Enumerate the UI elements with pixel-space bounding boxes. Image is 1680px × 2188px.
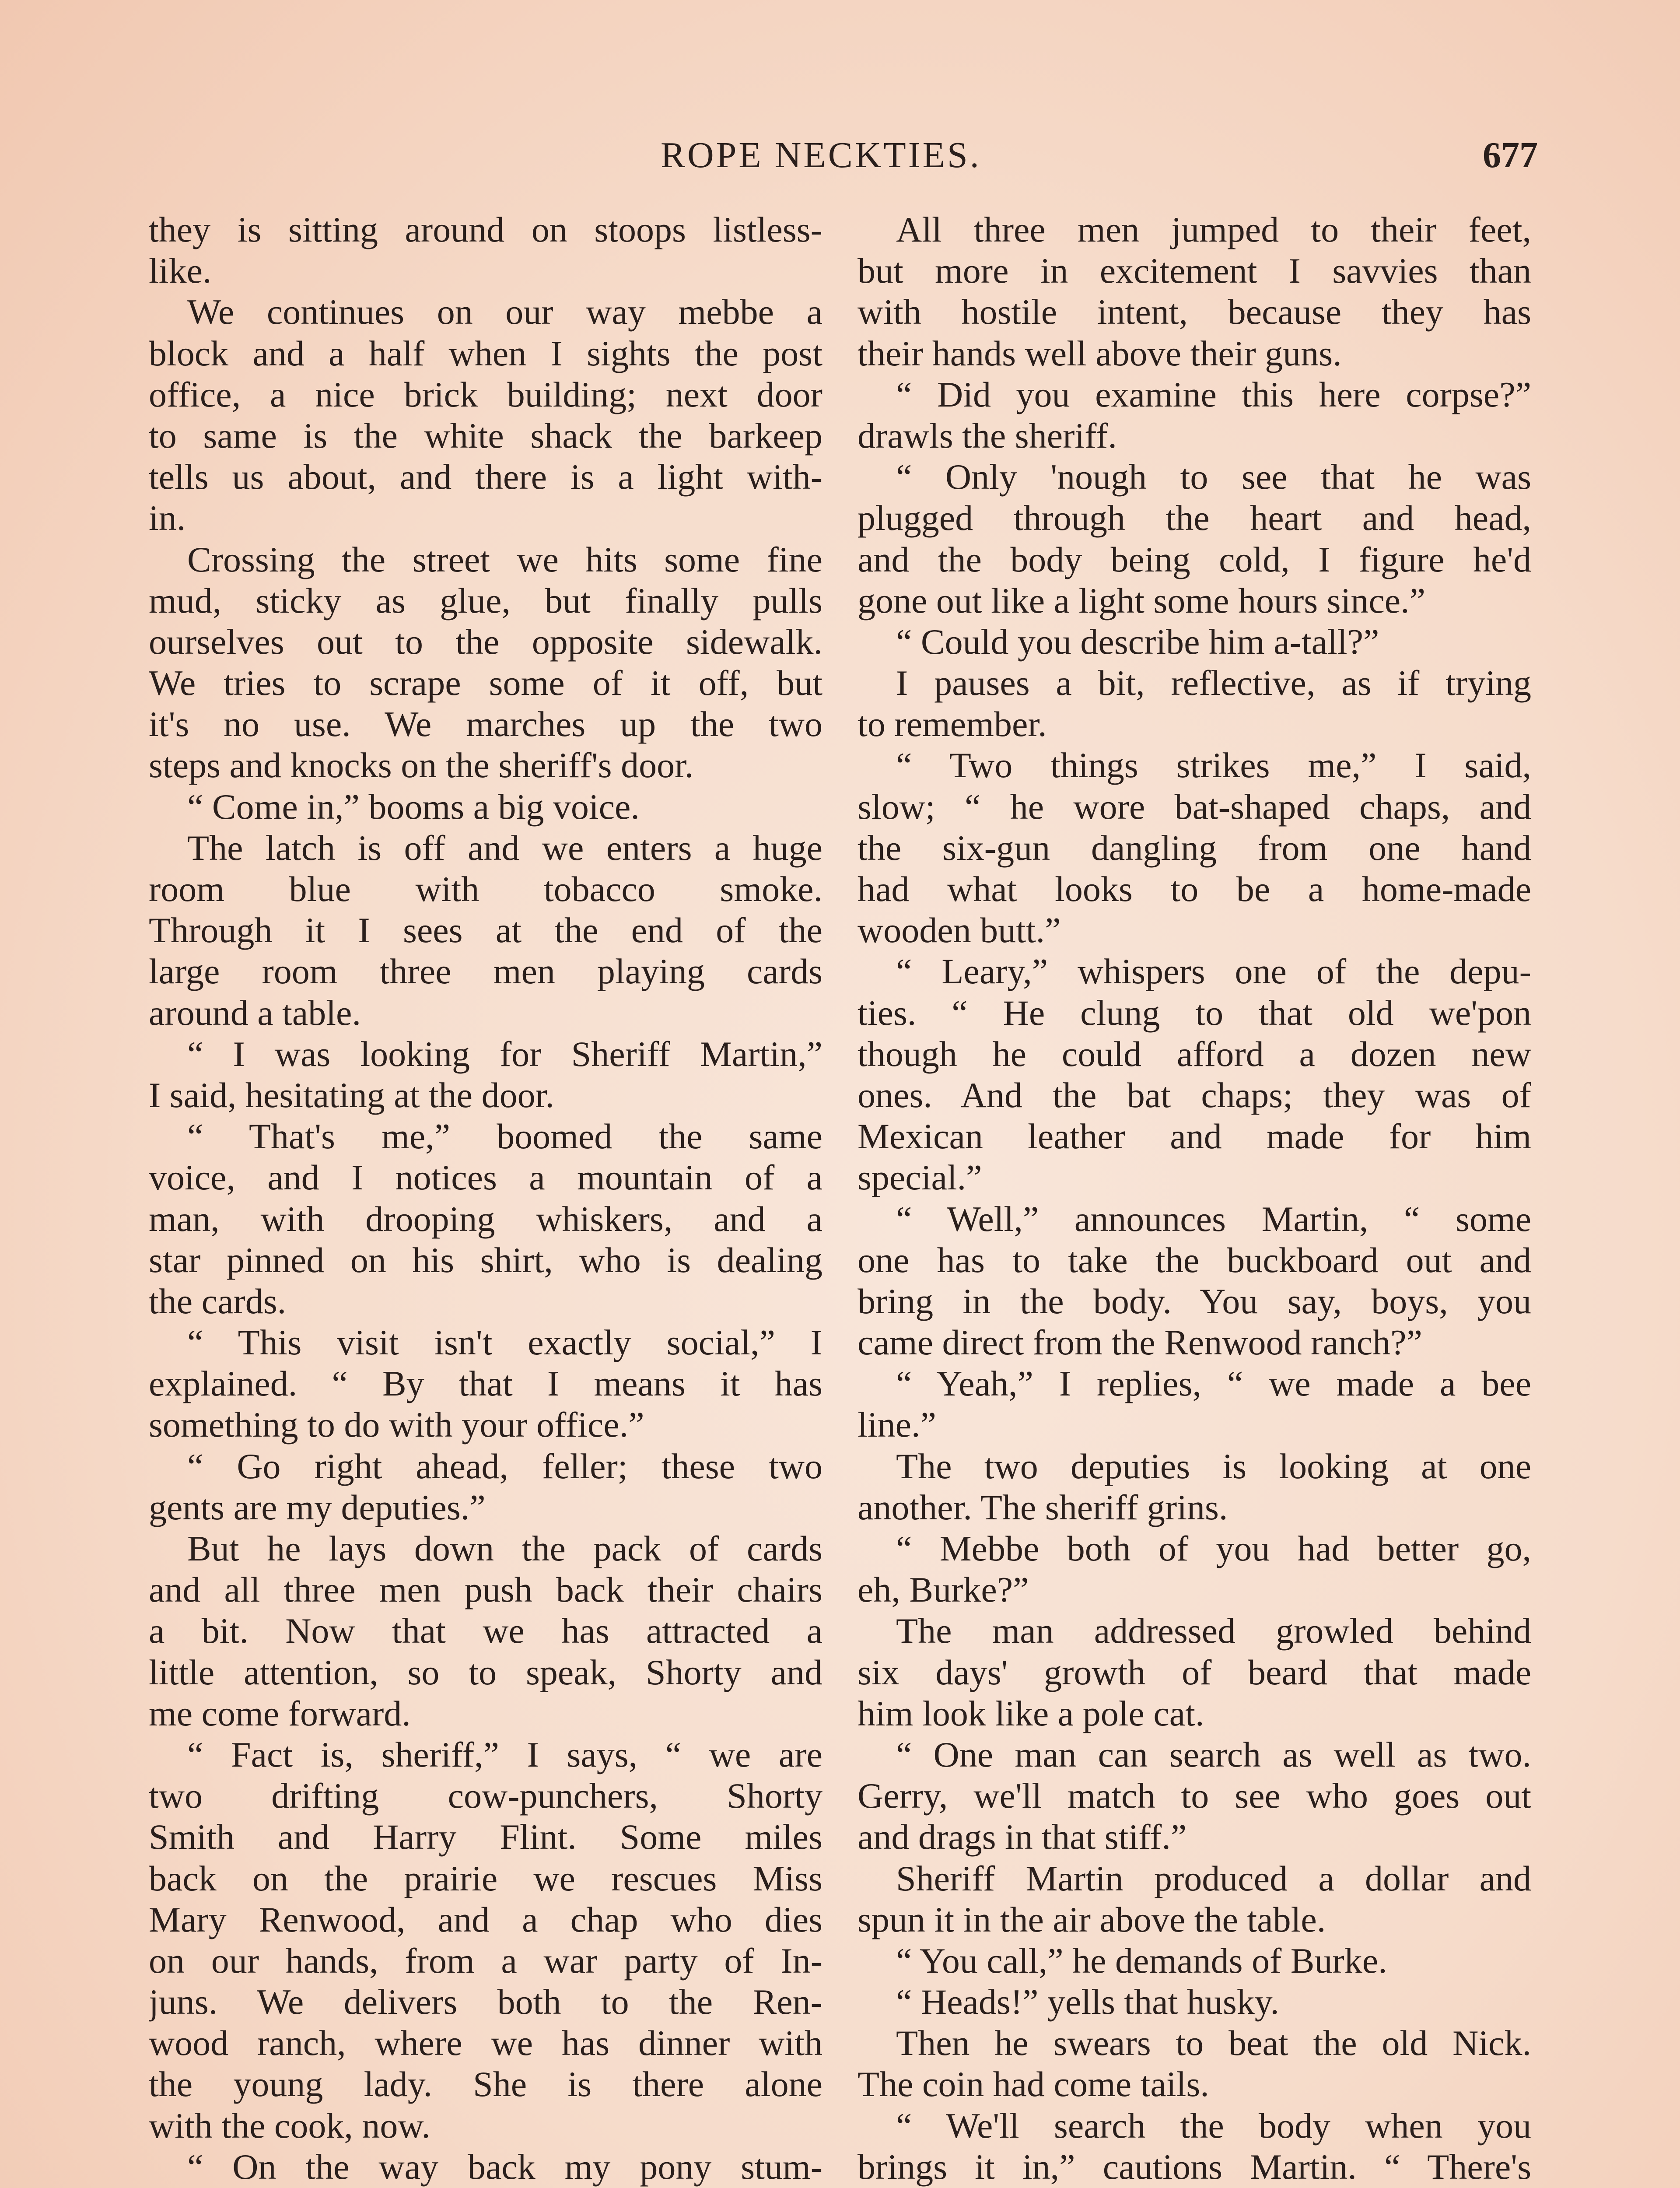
text-line: office, a nice brick building; next door — [149, 374, 822, 414]
text-line: Mary Renwood, and a chap who dies — [149, 1899, 822, 1939]
text-line: I pauses a bit, reflective, as if trying — [896, 663, 1531, 703]
text-line: Crossing the street we hits some fine — [187, 539, 822, 579]
text-line: two drifting cow-punchers, Shorty — [149, 1776, 822, 1816]
text-line: the cards. — [149, 1281, 287, 1321]
text-line: eh, Burke?” — [858, 1570, 1029, 1610]
text-line: spun it in the air above the table. — [858, 1899, 1326, 1939]
text-line: The latch is off and we enters a huge — [187, 828, 822, 868]
text-line: a bit. Now that we has attracted a — [149, 1611, 822, 1651]
text-line: him look like a pole cat. — [858, 1693, 1204, 1733]
text-line: gone out like a light some hours since.” — [858, 580, 1426, 621]
text-line: plugged through the heart and head, — [858, 498, 1531, 538]
text-line: and drags in that stiff.” — [858, 1817, 1187, 1857]
text-line: Sheriff Martin produced a dollar and — [896, 1858, 1531, 1898]
text-line: “ Could you describe him a-tall?” — [896, 621, 1379, 662]
text-line: All three men jumped to their feet, — [896, 210, 1531, 249]
text-line: “ I was looking for Sheriff Martin,” — [187, 1034, 822, 1074]
text-line: to same is the white shack the barkeep — [149, 415, 822, 456]
text-line: something to do with your office.” — [149, 1405, 644, 1445]
text-line: “ We'll search the body when you — [896, 2105, 1531, 2146]
text-line: their hands well above their guns. — [858, 333, 1342, 373]
text-line: “ That's me,” boomed the same — [187, 1116, 822, 1157]
text-line: special.” — [858, 1157, 982, 1198]
text-line: in. — [149, 498, 186, 538]
text-line: like. — [149, 251, 212, 291]
text-line: me come forward. — [149, 1693, 411, 1733]
text-line: with the cook, now. — [149, 2105, 430, 2146]
text-line: The two deputies is looking at one — [896, 1446, 1531, 1486]
text-line: “ One man can search as well as two. — [896, 1734, 1531, 1774]
text-line: Smith and Harry Flint. Some miles — [149, 1817, 822, 1857]
text-line: but more in excitement I savvies than — [858, 251, 1531, 291]
text-line: juns. We delivers both to the Ren- — [149, 1982, 822, 2022]
text-line: little attention, so to speak, Shorty and — [149, 1652, 822, 1692]
text-line: “ Mebbe both of you had better go, — [896, 1529, 1531, 1568]
text-line: “ Go right ahead, feller; these two — [187, 1446, 822, 1486]
text-line: on our hands, from a war party of In- — [149, 1940, 822, 1981]
text-line: tells us about, and there is a light with- — [149, 457, 822, 497]
left-text-column — [149, 209, 822, 2188]
text-line: “ Well,” announces Martin, “ some — [896, 1199, 1531, 1239]
text-line: explained. “ By that I means it has — [149, 1364, 822, 1404]
running-title: ROPE NECKTIES. — [661, 135, 981, 175]
text-line: “ Did you examine this here corpse?” — [896, 374, 1531, 414]
text-line: it's no use. We marches up the two — [149, 704, 822, 744]
text-line: “ Heads!” yells that husky. — [896, 1982, 1279, 2022]
text-line: “ Two things strikes me,” I said, — [896, 745, 1531, 785]
text-line: star pinned on his shirt, who is dealing — [149, 1240, 822, 1280]
text-line: brings it in,” cautions Martin. “ There's — [858, 2146, 1531, 2187]
text-line: with hostile intent, because they has — [858, 292, 1531, 332]
text-line: Mexican leather and made for him — [858, 1116, 1531, 1157]
text-line: mud, sticky as glue, but finally pulls — [149, 580, 822, 621]
right-text-column — [858, 209, 1531, 2188]
text-line: “ This visit isn't exactly social,” I — [187, 1322, 822, 1363]
text-line: large room three men playing cards — [149, 951, 822, 992]
text-line: back on the prairie we rescues Miss — [149, 1858, 822, 1898]
text-line: to remember. — [858, 704, 1047, 744]
text-line: wood ranch, where we has dinner with — [149, 2023, 822, 2063]
text-line: had what looks to be a home-made — [858, 869, 1531, 909]
text-line: “ Fact is, sheriff,” I says, “ we are — [187, 1734, 822, 1774]
text-line: We continues on our way mebbe a — [187, 292, 822, 332]
text-line: “ On the way back my pony stum- — [187, 2146, 822, 2187]
text-line: another. The sheriff grins. — [858, 1487, 1228, 1527]
text-line: But he lays down the pack of cards — [187, 1529, 822, 1568]
text-line: The coin had come tails. — [858, 2064, 1209, 2104]
text-line: room blue with tobacco smoke. — [149, 869, 822, 909]
text-line: ones. And the bat chaps; they was of — [858, 1075, 1531, 1115]
text-line: man, with drooping whiskers, and a — [149, 1199, 822, 1239]
text-line: line.” — [858, 1405, 936, 1445]
text-line: voice, and I notices a mountain of a — [149, 1157, 822, 1198]
text-line: block and a half when I sights the post — [149, 333, 822, 373]
text-line: “ Yeah,” I replies, “ we made a bee — [896, 1364, 1531, 1404]
text-line: and all three men push back their chairs — [149, 1570, 822, 1610]
text-line: and the body being cold, I figure he'd — [858, 539, 1531, 579]
text-line: Then he swears to beat the old Nick. — [896, 2023, 1531, 2063]
text-line: I said, hesitating at the door. — [149, 1075, 554, 1115]
text-line: We tries to scrape some of it off, but — [149, 663, 822, 703]
text-line: the young lady. She is there alone — [149, 2064, 822, 2104]
text-line: drawls the sheriff. — [858, 415, 1117, 456]
text-line: steps and knocks on the sheriff's door. — [149, 745, 694, 785]
text-line: gents are my deputies.” — [149, 1487, 486, 1527]
page-header — [149, 131, 1538, 179]
text-line: around a table. — [149, 992, 361, 1033]
text-line: “ Come in,” booms a big voice. — [187, 786, 640, 827]
text-line: Through it I sees at the end of the — [149, 910, 822, 950]
text-line: though he could afford a dozen new — [858, 1034, 1531, 1074]
text-line: “ Leary,” whispers one of the depu- — [896, 951, 1531, 992]
text-line: ties. “ He clung to that old we'pon — [858, 992, 1531, 1033]
text-line: six days' growth of beard that made — [858, 1652, 1531, 1692]
text-line: came direct from the Renwood ranch?” — [858, 1322, 1422, 1363]
text-line: they is sitting around on stoops listless- — [149, 210, 822, 249]
text-line: bring in the body. You say, boys, you — [858, 1281, 1531, 1321]
text-line: slow; “ he wore bat-shaped chaps, and — [858, 786, 1531, 827]
text-line: one has to take the buckboard out and — [858, 1240, 1531, 1280]
page-number: 677 — [1483, 135, 1538, 175]
text-line: “ You call,” he demands of Burke. — [896, 1940, 1387, 1981]
text-line: “ Only 'nough to see that he was — [896, 457, 1531, 497]
text-line: wooden butt.” — [858, 910, 1061, 950]
text-line: The man addressed growled behind — [896, 1611, 1531, 1651]
text-line: Gerry, we'll match to see who goes out — [858, 1776, 1531, 1816]
text-line: ourselves out to the opposite sidewalk. — [149, 621, 822, 662]
text-line: the six-gun dangling from one hand — [858, 828, 1531, 868]
